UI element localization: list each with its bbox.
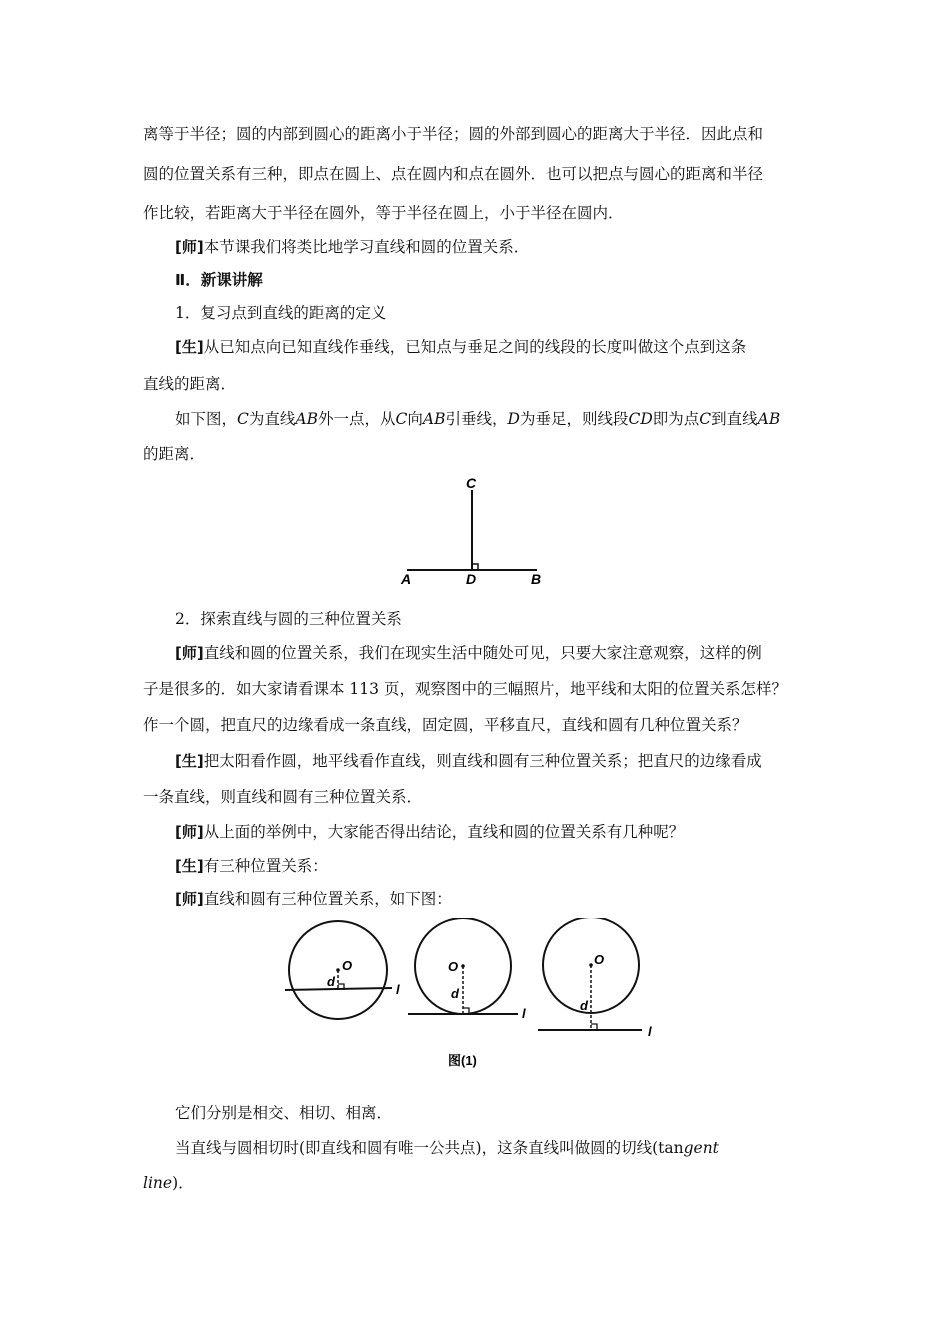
line-circle-relations-figure	[280, 918, 670, 1073]
label-l: l	[522, 1006, 526, 1021]
student-tag: [生]	[175, 752, 204, 770]
line-l	[285, 988, 392, 990]
student-tag: [生]	[175, 338, 204, 356]
section-heading: Ⅱ．新课讲解	[175, 271, 263, 289]
label-b: B	[531, 571, 542, 587]
separate-diagram	[538, 918, 652, 1039]
intersect-diagram	[285, 921, 400, 1019]
paragraph-line: 作比较，若距离大于半径在圆外，等于半径在圆上，小于半径在圆内．	[143, 204, 624, 222]
label-d: d	[327, 974, 335, 989]
label-l: l	[648, 1024, 652, 1039]
teacher-remark: [师]本节课我们将类比地学习直线和圆的位置关系．	[175, 238, 530, 256]
paragraph-line: 作一个圆，把直尺的边缘看成一条直线，固定圆，平移直尺，直线和圆有几种位置关系？	[143, 716, 748, 734]
paragraph-line: 它们分别是相交、相切、相离．	[175, 1104, 393, 1122]
figure-caption: 图(1)	[448, 1053, 477, 1068]
label-d: d	[580, 998, 588, 1013]
teacher-tag: [师]	[175, 238, 204, 256]
label-o: O	[594, 952, 605, 967]
paragraph-line: 子是很多的．如大家请看课本 113 页，观察图中的三幅照片，地平线和太阳的位置关系怎样？	[143, 680, 787, 698]
tangent-diagram	[408, 918, 526, 1021]
list-item-1: 1．复习点到直线的距离的定义	[175, 304, 387, 322]
label-l: l	[396, 982, 400, 997]
label-a: A	[401, 571, 412, 587]
teacher-remark: [师]直线和圆有三种位置关系，如下图：	[175, 890, 452, 908]
label-d: d	[451, 986, 459, 1001]
label-c: C	[466, 475, 477, 491]
example-line: 如下图，C为直线AB外一点，从C向AB引垂线，D为垂足，则线段CD即为点C到直线AB	[175, 410, 781, 428]
paragraph-line: 离等于半径；圆的内部到圆心的距离小于半径；圆的外部到圆心的距离大于半径．因此点和	[143, 125, 764, 143]
teacher-remark: [师]从上面的举例中，大家能否得出结论，直线和圆的位置关系有几种呢？	[175, 823, 685, 841]
paragraph-line: 的距离．	[143, 445, 206, 463]
student-remark: [生]把太阳看作圆，地平线看作直线，则直线和圆有三种位置关系；把直尺的边缘看成	[175, 752, 762, 770]
teacher-tag: [师]	[175, 823, 204, 841]
paragraph-line: 直线的距离．	[143, 375, 237, 393]
paragraph-line: 圆的位置关系有三种，即点在圆上、点在圆内和点在圆外．也可以把点与圆心的距离和半径	[143, 165, 764, 183]
student-tag: [生]	[175, 857, 204, 875]
student-remark: [生]从已知点向已知直线作垂线，已知点与垂足之间的线段的长度叫做这个点到这条	[175, 338, 747, 356]
list-item-2: 2．探索直线与圆的三种位置关系	[175, 610, 402, 628]
teacher-remark: [师]直线和圆的位置关系，我们在现实生活中随处可见，只要大家注意观察，这样的例	[175, 644, 762, 662]
definition-line: 当直线与圆相切时(即直线和圆有唯一公共点)，这条直线叫做圆的切线(tangent	[175, 1139, 719, 1157]
teacher-tag: [师]	[175, 890, 204, 908]
label-o: O	[342, 958, 353, 973]
student-remark: [生]有三种位置关系：	[175, 857, 328, 875]
label-d: D	[466, 571, 477, 587]
perpendicular-figure	[395, 474, 555, 590]
definition-line: line)．	[143, 1174, 194, 1192]
paragraph-line: 一条直线，则直线和圆有三种位置关系．	[143, 788, 423, 806]
teacher-tag: [师]	[175, 644, 204, 662]
label-o: O	[448, 959, 459, 974]
